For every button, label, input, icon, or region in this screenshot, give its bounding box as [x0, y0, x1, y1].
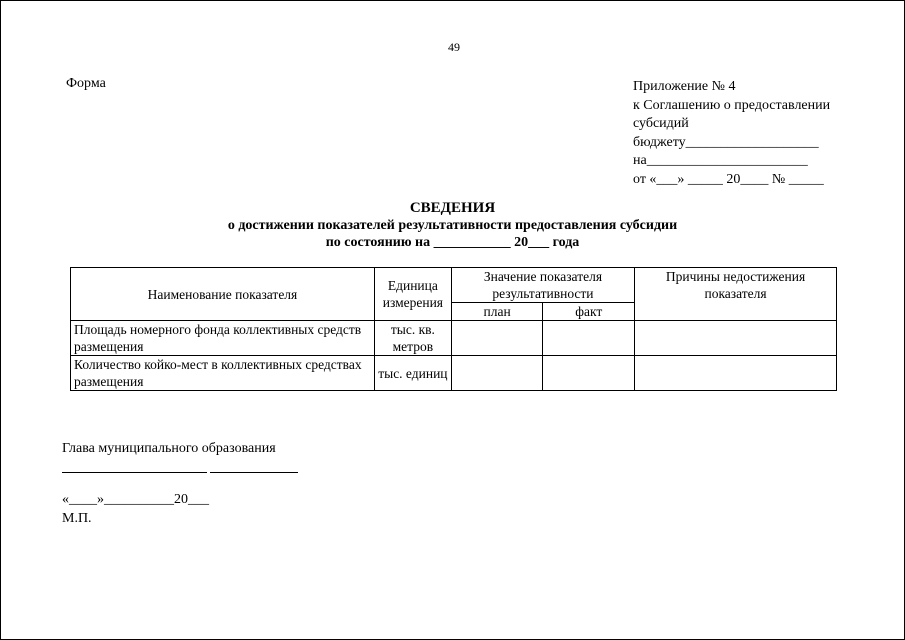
header-reasons: Причины недостижения показателя [635, 268, 837, 321]
title-line-1: СВЕДЕНИЯ [409, 200, 496, 216]
table-row [71, 356, 837, 391]
row-1-fact [543, 321, 635, 356]
header-fact: факт [543, 303, 635, 321]
row-1-plan [451, 321, 543, 356]
row-1-name: Площадь номерного фонда коллективных средств размещения [71, 321, 375, 356]
row-2-unit: тыс. единиц [374, 356, 451, 391]
header-plan: план [451, 303, 543, 321]
stamp-label: М.П. [62, 511, 92, 526]
appendix-line-1: Приложение № 4 [633, 79, 736, 94]
signature-date-line: «____»__________20___ [62, 492, 209, 507]
signature-line [62, 472, 207, 473]
appendix-line-2: к Соглашению о предоставлении [633, 97, 831, 113]
row-2-plan [451, 356, 543, 391]
appendix-line-4: бюджету___________________ [633, 134, 819, 150]
row-2-fact [543, 356, 635, 391]
name-line [210, 472, 298, 473]
head-signature-label: Глава муниципального образования [62, 441, 276, 456]
report-table [70, 267, 837, 391]
header-value: Значение показателя результативности [451, 268, 634, 303]
header-unit: Единица измерения [374, 268, 451, 321]
title-line-3: по состоянию на ___________ 20___ года [325, 235, 580, 250]
title-line-2: о достижении показателей результативности предоставления субсидии [227, 218, 678, 233]
appendix-line-6: от «___» _____ 20____ № _____ [633, 171, 824, 187]
row-2-reasons [635, 356, 837, 391]
form-label: Форма [66, 76, 106, 91]
row-1-unit: тыс. кв. метров [374, 321, 451, 356]
appendix-line-3: субсидий [633, 116, 689, 131]
document-title [0, 200, 905, 251]
header-name: Наименование показателя [71, 268, 375, 321]
table-header-row [71, 268, 837, 303]
row-1-reasons [635, 321, 837, 356]
table-row [71, 321, 837, 356]
row-2-name: Количество койко-мест в коллективных средствах размещения [71, 356, 375, 391]
page-number: 49 [448, 40, 460, 54]
appendix-line-5: на_______________________ [633, 153, 808, 168]
appendix-block [633, 78, 830, 189]
